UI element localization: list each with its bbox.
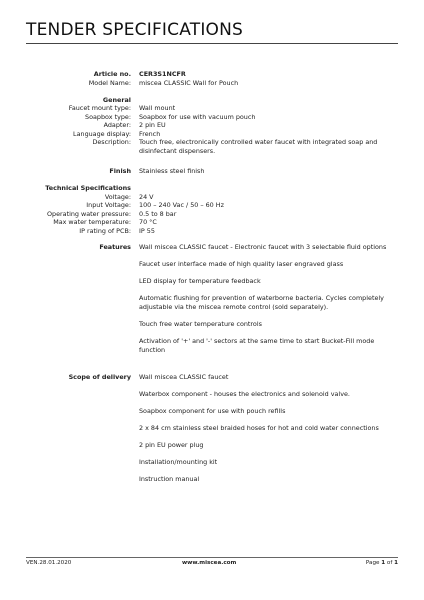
scope-item: Installation/mounting kit: [139, 458, 218, 466]
ip-rating-value: IP 55: [139, 226, 155, 235]
finish-label: Finish: [109, 167, 131, 175]
soapbox-type-value: Soapbox for use with vacuum pouch: [139, 112, 256, 121]
feature-item: Touch free water temperature controls: [139, 320, 262, 328]
description-value: Touch free, electronically controlled water faucet with integrated soap and disinfectant dispensers.: [139, 138, 378, 155]
page-title: TENDER SPECIFICATIONS: [26, 20, 244, 40]
footer-divider: [26, 557, 398, 558]
voltage-label: Voltage:: [104, 192, 131, 201]
faucet-mount-value: Wall mount: [139, 104, 176, 112]
footer-version: VEN.28.01.2020: [26, 560, 72, 566]
page-prefix: Page: [365, 560, 382, 566]
water-pressure-label: Operating water pressure:: [47, 209, 131, 218]
feature-item: Automatic flushing for prevention of waterborne bacteria. Cycles completely adjustable via the miscea remote control (sold separately).: [139, 294, 384, 311]
general-heading: General: [102, 96, 131, 104]
feature-item: Faucet user interface made of high quality laser engraved glass: [139, 260, 344, 268]
scope-item: Instruction manual: [139, 475, 200, 483]
article-no-value: CER3S1NCFR: [139, 70, 186, 78]
technical-heading: Technical Specifications: [45, 184, 131, 192]
footer-page-number: [366, 560, 398, 566]
description-label: Description:: [92, 138, 131, 146]
footer-url[interactable]: www.miscea.com: [182, 560, 237, 566]
finish-value: Stainless steel finish: [139, 167, 205, 175]
max-temperature-label: Max water temperature:: [53, 218, 131, 226]
feature-item: Wall miscea CLASSIC faucet - Electronic faucet with 3 selectable fluid options: [139, 243, 387, 251]
language-display-value: French: [139, 129, 161, 138]
language-display-label: Language display:: [73, 129, 131, 138]
soapbox-type-label: Soapbox type:: [85, 112, 131, 121]
scope-item: Soapbox component for use with pouch refills: [139, 407, 286, 415]
scope-item: Waterbox component - houses the electronics and solenoid valve.: [139, 390, 350, 398]
page-of: of: [385, 560, 395, 566]
title-divider: [26, 43, 398, 44]
model-name-label: Model Name:: [88, 79, 131, 87]
scope-item: 2 x 84 cm stainless steel braided hoses for hot and cold water connections: [139, 424, 379, 432]
water-pressure-value: 0.5 to 8 bar: [139, 209, 177, 218]
features-label: Features: [99, 243, 131, 251]
input-voltage-value: 100 – 240 Vac / 50 – 60 Hz: [139, 201, 224, 209]
scope-item: Wall miscea CLASSIC faucet: [139, 373, 229, 381]
page-total: 1: [394, 560, 398, 566]
input-voltage-label: Input Voltage:: [86, 201, 131, 209]
ip-rating-label: IP rating of PCB:: [79, 226, 131, 235]
page-current: 1: [381, 560, 386, 566]
scope-item: 2 pin EU power plug: [139, 441, 204, 449]
feature-item: LED display for temperature feedback: [139, 277, 261, 285]
adapter-value: 2 pin EU: [139, 121, 166, 129]
model-name-value: miscea CLASSIC Wall for Pouch: [139, 79, 239, 87]
faucet-mount-label: Faucet mount type:: [68, 104, 131, 112]
feature-item: Activation of '+' and '-' sectors at the same time to start Bucket-Fill mode function: [139, 337, 375, 354]
max-temperature-value: 70 °C: [139, 218, 157, 226]
adapter-label: Adapter:: [103, 121, 131, 129]
voltage-value: 24 V: [139, 192, 154, 201]
article-no-label: Article no.: [93, 70, 131, 78]
scope-label: Scope of delivery: [68, 373, 131, 381]
